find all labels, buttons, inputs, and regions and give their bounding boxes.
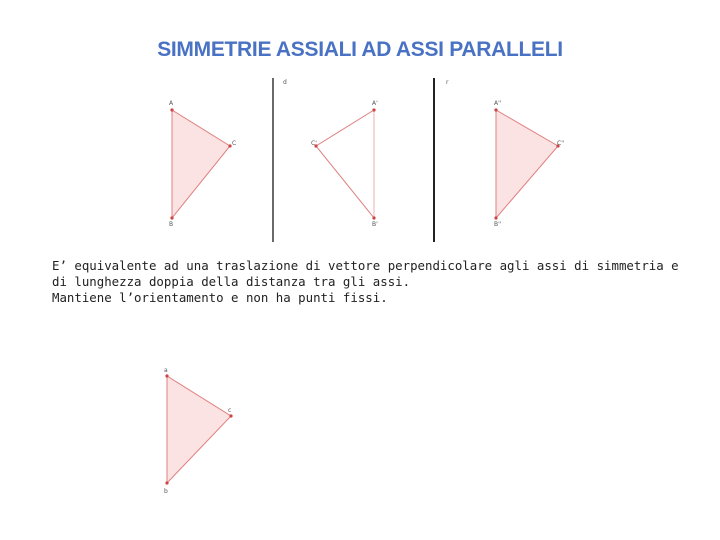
vertex-a2-label: A'' (494, 100, 502, 107)
vertex-c1-label: C' (311, 140, 317, 147)
vertex-c-label: C (232, 140, 237, 147)
vertex-a-label: A (169, 100, 174, 107)
page-title: SIMMETRIE ASSIALI AD ASSI PARALLELI (157, 38, 563, 61)
axis-d-label: d (283, 79, 287, 86)
vertex-a2 (494, 108, 497, 111)
triangle-bottom (167, 376, 231, 483)
vertex-b2-label: B'' (494, 221, 502, 228)
vertex-a1-label: A' (372, 100, 378, 107)
description-line-2: Mantiene l’orientamento e non ha punti fissi. (52, 290, 388, 305)
vertex-bottom-a (165, 374, 168, 377)
vertex-b-label: B (169, 221, 174, 228)
vertex-a (170, 108, 173, 111)
vertex-bottom-b-label: b (164, 488, 168, 495)
vertex-a1 (372, 108, 375, 111)
vertex-bottom-c (229, 414, 232, 417)
triangle-reflected (316, 110, 374, 218)
vertex-b1-label: B' (372, 221, 378, 228)
vertex-b2 (494, 216, 497, 219)
vertex-b (170, 216, 173, 219)
axis-r-label: r (446, 79, 449, 86)
vertex-c2-label: C'' (557, 140, 565, 147)
triangle-original (172, 110, 230, 218)
description (52, 258, 692, 306)
vertex-bottom-b (165, 481, 168, 484)
vertex-bottom-c-label: c (228, 407, 232, 414)
vertex-b1 (372, 216, 375, 219)
vertex-bottom-a-label: a (164, 367, 168, 374)
description-line-1: E’ equivalente ad una traslazione di vettore perpendicolare agli assi di simmetria e di lunghezza doppia della distanza tra gli assi. (52, 258, 679, 289)
triangle-final (496, 110, 558, 218)
